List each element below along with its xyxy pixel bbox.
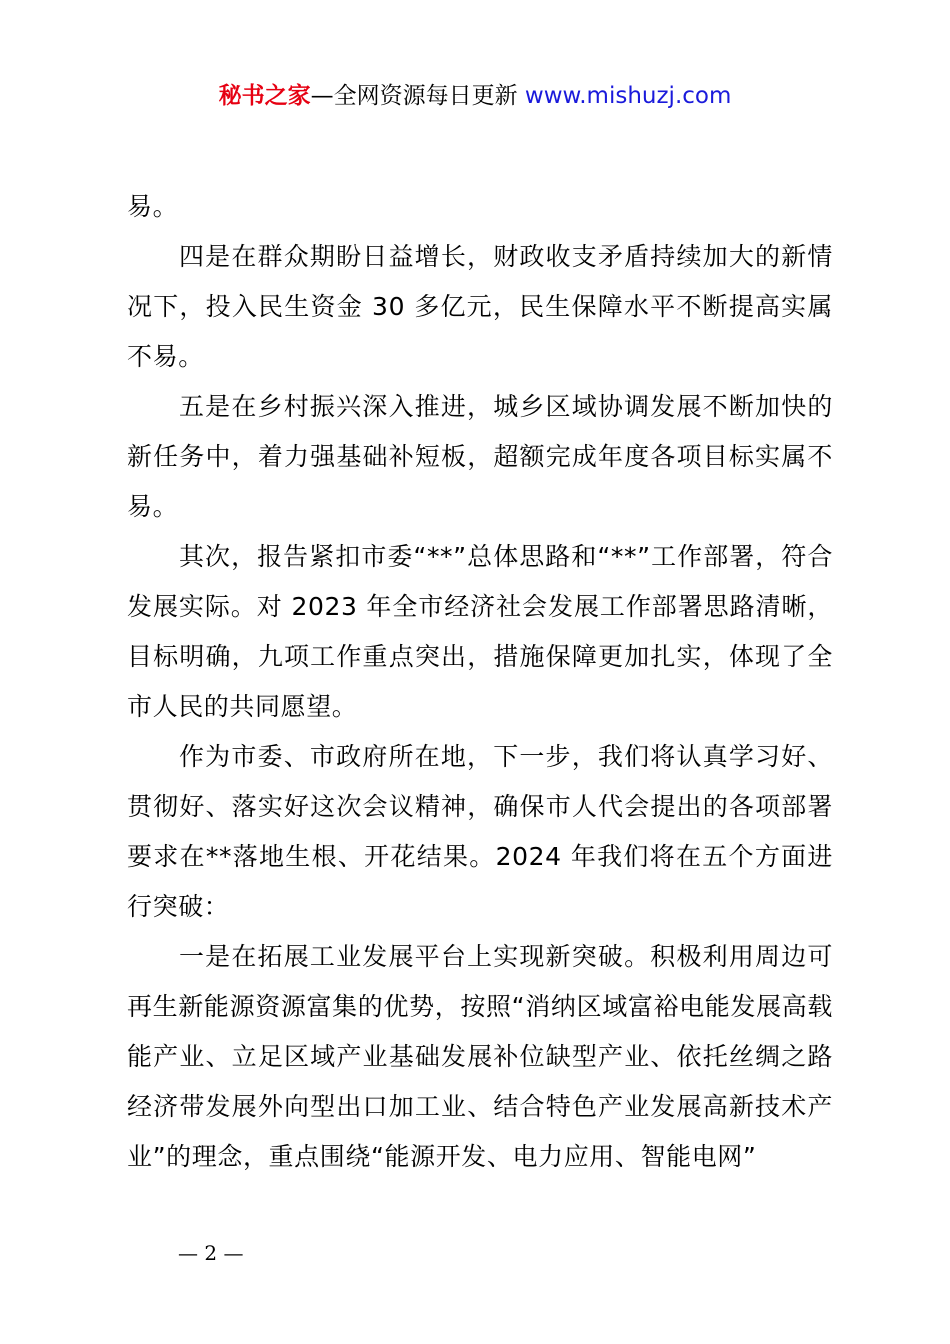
paragraph-first-breakthrough: 一是在拓展工业发展平台上实现新突破。积极利用周边可再生新能源资源富集的优势，按照“消纳区域富裕电能发展高载能产业、立足区域产业基础发展补位缺型产业、依托丝绸之路经济带发展外向型出口加工业、结合特色产业发展高新技术产业”的理念，重点围绕“能源开发、电力应用、智能电网” — [127, 942, 833, 1171]
site-url-link[interactable]: www.mishuzj.com — [524, 83, 732, 109]
paragraph-fourth-point: 四是在群众期盼日益增长，财政收支矛盾持续加大的新情况下，投入民生资金 30 多亿元，民生保障水平不断提高实属不易。 — [127, 242, 833, 371]
document-body — [127, 182, 833, 1182]
paragraph-next-steps: 作为市委、市政府所在地，下一步，我们将认真学习好、贯彻好、落实好这次会议精神，确保市人代会提出的各项部署要求在**落地生根、开花结果。2024 年我们将在五个方面进行突破： — [127, 742, 833, 921]
brand-name: 秘书之家 — [218, 83, 311, 109]
header-tagline: —全网资源每日更新 — [310, 83, 518, 109]
paragraph-fifth-point: 五是在乡村振兴深入推进，城乡区域协调发展不断加快的新任务中，着力强基础补短板，超额完成年度各项目标实属不易。 — [127, 392, 833, 521]
page-header — [0, 80, 950, 112]
paragraph-continuation: 易。 — [127, 192, 179, 221]
paragraph-secondly: 其次，报告紧扣市委“**”总体思路和“**”工作部署，符合发展实际。对 2023 年全市经济社会发展工作部署思路清晰，目标明确，九项工作重点突出，措施保障更加扎实，体现了全市人民的共同愿望。 — [127, 542, 833, 721]
page-number: — 2 — — [178, 1241, 244, 1265]
